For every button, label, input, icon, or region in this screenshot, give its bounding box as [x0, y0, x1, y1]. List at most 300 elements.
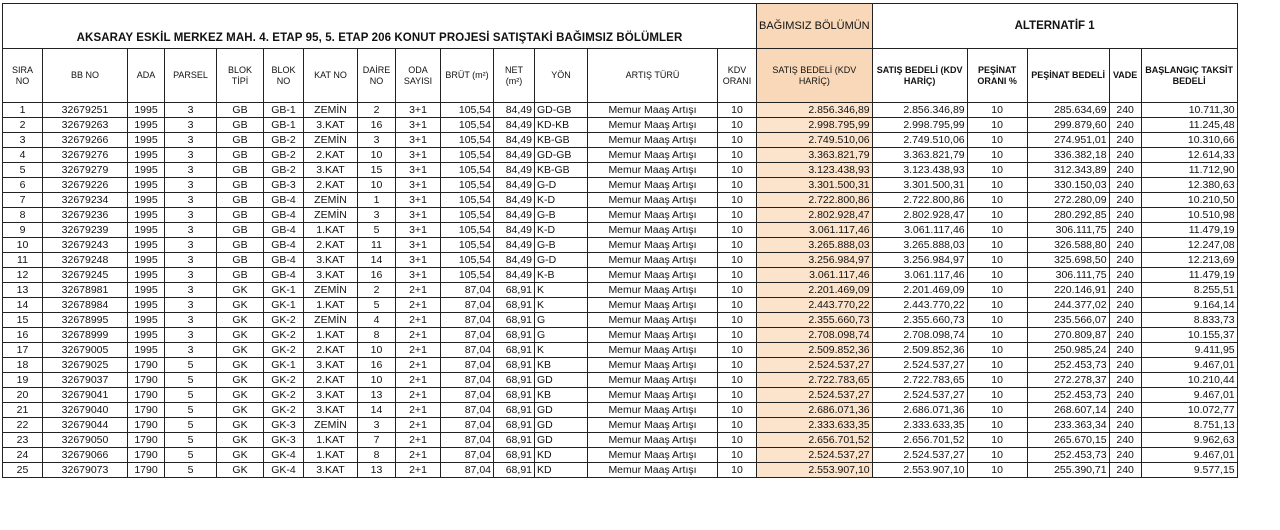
table-row	[3, 283, 1238, 298]
col-pesinat-bedeli: PEŞİNAT BEDELİ	[1027, 49, 1109, 103]
cell-kdv: 10	[718, 403, 757, 418]
cell-artis: Memur Maaş Artışı	[588, 343, 718, 358]
cell-blok-no: GK-2	[264, 373, 304, 388]
cell-daire-no: 10	[358, 343, 396, 358]
cell-kdv: 10	[718, 298, 757, 313]
cell-ada: 1995	[128, 103, 165, 118]
spreadsheet	[2, 3, 1238, 478]
cell-satis-alt: 2.656.701,52	[872, 433, 967, 448]
cell-net: 68,91	[494, 418, 535, 433]
cell-satis-bagimsiz: 3.061.117,46	[757, 223, 873, 238]
table-row	[3, 178, 1238, 193]
cell-ada: 1995	[128, 178, 165, 193]
cell-blok-no: GB-4	[264, 238, 304, 253]
cell-artis: Memur Maaş Artışı	[588, 253, 718, 268]
cell-kat-no: 1.KAT	[304, 433, 358, 448]
cell-oda: 2+1	[396, 328, 441, 343]
cell-artis: Memur Maaş Artışı	[588, 103, 718, 118]
cell-artis: Memur Maaş Artışı	[588, 298, 718, 313]
cell-bb: 32679044	[43, 418, 128, 433]
cell-satis-bagimsiz: 3.061.117,46	[757, 268, 873, 283]
cell-blok-tipi: GK	[217, 463, 264, 478]
cell-pesinat-bedeli: 306.111,75	[1027, 223, 1109, 238]
cell-blok-no: GB-2	[264, 148, 304, 163]
cell-satis-bagimsiz: 2.553.907,10	[757, 463, 873, 478]
col-yon: YÖN	[535, 49, 588, 103]
cell-satis-bagimsiz: 2.856.346,89	[757, 103, 873, 118]
cell-vade: 240	[1109, 208, 1141, 223]
cell-yon: K	[535, 343, 588, 358]
cell-satis-alt: 2.355.660,73	[872, 313, 967, 328]
cell-kat-no: ZEMİN	[304, 283, 358, 298]
cell-satis-alt: 3.123.438,93	[872, 163, 967, 178]
cell-yon: GD	[535, 433, 588, 448]
cell-satis-bagimsiz: 2.708.098,74	[757, 328, 873, 343]
table-row	[3, 358, 1238, 373]
table-row	[3, 418, 1238, 433]
cell-blok-no: GB-4	[264, 223, 304, 238]
col-blok-tipi: BLOK TİPİ	[217, 49, 264, 103]
cell-satis-alt: 3.265.888,03	[872, 238, 967, 253]
cell-daire-no: 13	[358, 388, 396, 403]
cell-brut: 105,54	[441, 268, 494, 283]
cell-kdv: 10	[718, 208, 757, 223]
cell-satis-alt: 2.333.633,35	[872, 418, 967, 433]
cell-kat-no: 2.KAT	[304, 373, 358, 388]
cell-pesinat-bedeli: 325.698,50	[1027, 253, 1109, 268]
cell-kdv: 10	[718, 388, 757, 403]
cell-brut: 105,54	[441, 223, 494, 238]
cell-blok-tipi: GB	[217, 253, 264, 268]
cell-ada: 1790	[128, 358, 165, 373]
cell-taksit: 8.255,51	[1141, 283, 1237, 298]
cell-kdv: 10	[718, 253, 757, 268]
cell-pesinat-orani: 10	[967, 193, 1027, 208]
cell-pesinat-bedeli: 285.634,69	[1027, 103, 1109, 118]
cell-daire-no: 8	[358, 448, 396, 463]
cell-net: 68,91	[494, 388, 535, 403]
cell-yon: KB	[535, 358, 588, 373]
cell-artis: Memur Maaş Artışı	[588, 148, 718, 163]
cell-oda: 2+1	[396, 463, 441, 478]
cell-kdv: 10	[718, 103, 757, 118]
cell-artis: Memur Maaş Artışı	[588, 448, 718, 463]
cell-ada: 1790	[128, 448, 165, 463]
cell-daire-no: 3	[358, 133, 396, 148]
cell-artis: Memur Maaş Artışı	[588, 118, 718, 133]
cell-blok-tipi: GK	[217, 433, 264, 448]
cell-oda: 3+1	[396, 208, 441, 223]
cell-brut: 87,04	[441, 343, 494, 358]
cell-taksit: 9.577,15	[1141, 463, 1237, 478]
cell-blok-no: GB-2	[264, 133, 304, 148]
cell-bb: 32678984	[43, 298, 128, 313]
col-sira: SIRA NO	[3, 49, 43, 103]
cell-satis-bagimsiz: 2.524.537,27	[757, 358, 873, 373]
cell-pesinat-orani: 10	[967, 238, 1027, 253]
cell-artis: Memur Maaş Artışı	[588, 463, 718, 478]
cell-satis-bagimsiz: 2.749.510,06	[757, 133, 873, 148]
cell-taksit: 9.467,01	[1141, 448, 1237, 463]
cell-satis-alt: 2.443.770,22	[872, 298, 967, 313]
cell-sira: 19	[3, 373, 43, 388]
cell-net: 68,91	[494, 448, 535, 463]
cell-pesinat-orani: 10	[967, 298, 1027, 313]
cell-oda: 3+1	[396, 148, 441, 163]
cell-daire-no: 16	[358, 118, 396, 133]
cell-pesinat-bedeli: 233.363,34	[1027, 418, 1109, 433]
cell-parsel: 3	[165, 103, 217, 118]
cell-net: 84,49	[494, 103, 535, 118]
col-satis-bagimsiz: SATIŞ BEDELİ (KDV HARİÇ)	[757, 49, 873, 103]
cell-vade: 240	[1109, 328, 1141, 343]
cell-vade: 240	[1109, 418, 1141, 433]
cell-parsel: 3	[165, 253, 217, 268]
cell-pesinat-orani: 10	[967, 463, 1027, 478]
cell-pesinat-bedeli: 299.879,60	[1027, 118, 1109, 133]
cell-brut: 87,04	[441, 433, 494, 448]
cell-sira: 4	[3, 148, 43, 163]
cell-kdv: 10	[718, 433, 757, 448]
col-parsel: PARSEL	[165, 49, 217, 103]
cell-bb: 32679025	[43, 358, 128, 373]
bagimsiz-bolumun-header: BAĞIMSIZ BÖLÜMÜN	[757, 4, 873, 49]
table-row	[3, 268, 1238, 283]
cell-net: 84,49	[494, 193, 535, 208]
cell-net: 84,49	[494, 163, 535, 178]
cell-vade: 240	[1109, 313, 1141, 328]
cell-net: 84,49	[494, 133, 535, 148]
cell-parsel: 5	[165, 463, 217, 478]
cell-parsel: 5	[165, 403, 217, 418]
table-row	[3, 343, 1238, 358]
cell-taksit: 10.711,30	[1141, 103, 1237, 118]
cell-vade: 240	[1109, 223, 1141, 238]
cell-net: 84,49	[494, 223, 535, 238]
cell-bb: 32678995	[43, 313, 128, 328]
cell-oda: 2+1	[396, 388, 441, 403]
cell-brut: 87,04	[441, 283, 494, 298]
cell-sira: 2	[3, 118, 43, 133]
cell-oda: 3+1	[396, 268, 441, 283]
cell-kdv: 10	[718, 358, 757, 373]
col-net: NET (m²)	[494, 49, 535, 103]
cell-satis-bagimsiz: 3.363.821,79	[757, 148, 873, 163]
cell-bb: 32679226	[43, 178, 128, 193]
cell-pesinat-orani: 10	[967, 418, 1027, 433]
cell-satis-alt: 2.722.800,86	[872, 193, 967, 208]
table-row	[3, 388, 1238, 403]
cell-kdv: 10	[718, 373, 757, 388]
cell-vade: 240	[1109, 178, 1141, 193]
cell-satis-bagimsiz: 2.998.795,99	[757, 118, 873, 133]
cell-daire-no: 13	[358, 463, 396, 478]
cell-sira: 20	[3, 388, 43, 403]
cell-blok-tipi: GK	[217, 298, 264, 313]
cell-kat-no: 2.KAT	[304, 178, 358, 193]
cell-sira: 11	[3, 253, 43, 268]
cell-blok-tipi: GB	[217, 163, 264, 178]
cell-sira: 16	[3, 328, 43, 343]
cell-ada: 1995	[128, 313, 165, 328]
cell-daire-no: 14	[358, 403, 396, 418]
cell-parsel: 3	[165, 208, 217, 223]
cell-ada: 1790	[128, 463, 165, 478]
table-row	[3, 373, 1238, 388]
cell-kat-no: 2.KAT	[304, 148, 358, 163]
cell-ada: 1995	[128, 163, 165, 178]
cell-kdv: 10	[718, 463, 757, 478]
cell-sira: 23	[3, 433, 43, 448]
cell-blok-tipi: GB	[217, 223, 264, 238]
cell-brut: 87,04	[441, 358, 494, 373]
cell-kat-no: 3.KAT	[304, 268, 358, 283]
cell-vade: 240	[1109, 133, 1141, 148]
cell-bb: 32679279	[43, 163, 128, 178]
cell-artis: Memur Maaş Artışı	[588, 238, 718, 253]
cell-blok-no: GK-2	[264, 403, 304, 418]
cell-yon: G-B	[535, 208, 588, 223]
cell-satis-alt: 2.998.795,99	[872, 118, 967, 133]
cell-artis: Memur Maaş Artışı	[588, 433, 718, 448]
cell-artis: Memur Maaş Artışı	[588, 283, 718, 298]
cell-yon: K-D	[535, 193, 588, 208]
cell-pesinat-orani: 10	[967, 133, 1027, 148]
cell-taksit: 10.155,37	[1141, 328, 1237, 343]
cell-ada: 1790	[128, 418, 165, 433]
cell-artis: Memur Maaş Artışı	[588, 388, 718, 403]
cell-ada: 1995	[128, 238, 165, 253]
cell-brut: 105,54	[441, 133, 494, 148]
cell-ada: 1995	[128, 268, 165, 283]
cell-blok-tipi: GK	[217, 328, 264, 343]
table-row	[3, 193, 1238, 208]
cell-yon: K-D	[535, 223, 588, 238]
cell-parsel: 3	[165, 133, 217, 148]
cell-bb: 32679276	[43, 148, 128, 163]
cell-brut: 87,04	[441, 418, 494, 433]
cell-bb: 32679243	[43, 238, 128, 253]
cell-vade: 240	[1109, 358, 1141, 373]
cell-blok-tipi: GK	[217, 343, 264, 358]
cell-parsel: 5	[165, 448, 217, 463]
cell-pesinat-orani: 10	[967, 178, 1027, 193]
cell-kat-no: 2.KAT	[304, 343, 358, 358]
cell-blok-tipi: GK	[217, 283, 264, 298]
cell-taksit: 11.712,90	[1141, 163, 1237, 178]
cell-vade: 240	[1109, 238, 1141, 253]
cell-taksit: 10.210,50	[1141, 193, 1237, 208]
cell-ada: 1995	[128, 283, 165, 298]
cell-pesinat-bedeli: 270.809,87	[1027, 328, 1109, 343]
cell-parsel: 3	[165, 163, 217, 178]
cell-ada: 1995	[128, 148, 165, 163]
table-title: AKSARAY ESKİL MERKEZ MAH. 4. ETAP 95, 5. ETAP 206 KONUT PROJESİ SATIŞTAKİ BAĞIMSIZ BÖLÜMLER	[3, 4, 757, 49]
cell-ada: 1790	[128, 433, 165, 448]
cell-satis-alt: 2.722.783,65	[872, 373, 967, 388]
col-vade: VADE	[1109, 49, 1141, 103]
cell-net: 84,49	[494, 118, 535, 133]
cell-kat-no: 2.KAT	[304, 238, 358, 253]
cell-pesinat-orani: 10	[967, 448, 1027, 463]
cell-pesinat-bedeli: 220.146,91	[1027, 283, 1109, 298]
cell-satis-bagimsiz: 3.265.888,03	[757, 238, 873, 253]
cell-bb: 32678999	[43, 328, 128, 343]
cell-blok-tipi: GB	[217, 148, 264, 163]
cell-bb: 32679239	[43, 223, 128, 238]
cell-pesinat-bedeli: 265.670,15	[1027, 433, 1109, 448]
cell-ada: 1790	[128, 403, 165, 418]
cell-blok-tipi: GK	[217, 418, 264, 433]
cell-parsel: 3	[165, 118, 217, 133]
col-satis-alt: SATIŞ BEDELİ (KDV HARİÇ)	[872, 49, 967, 103]
cell-taksit: 12.380,63	[1141, 178, 1237, 193]
cell-sira: 6	[3, 178, 43, 193]
col-blok-no: BLOK NO	[264, 49, 304, 103]
cell-blok-tipi: GK	[217, 313, 264, 328]
cell-vade: 240	[1109, 148, 1141, 163]
cell-kdv: 10	[718, 343, 757, 358]
cell-pesinat-bedeli: 330.150,03	[1027, 178, 1109, 193]
cell-sira: 22	[3, 418, 43, 433]
cell-kdv: 10	[718, 193, 757, 208]
cell-sira: 12	[3, 268, 43, 283]
cell-kdv: 10	[718, 163, 757, 178]
cell-pesinat-orani: 10	[967, 253, 1027, 268]
cell-kat-no: 1.KAT	[304, 223, 358, 238]
cell-net: 84,49	[494, 253, 535, 268]
cell-satis-alt: 2.802.928,47	[872, 208, 967, 223]
cell-bb: 32679266	[43, 133, 128, 148]
cell-satis-alt: 3.301.500,31	[872, 178, 967, 193]
cell-artis: Memur Maaş Artışı	[588, 418, 718, 433]
cell-yon: KD	[535, 463, 588, 478]
cell-bb: 32679066	[43, 448, 128, 463]
cell-taksit: 9.411,95	[1141, 343, 1237, 358]
cell-bb: 32679050	[43, 433, 128, 448]
cell-ada: 1995	[128, 343, 165, 358]
cell-vade: 240	[1109, 163, 1141, 178]
cell-satis-bagimsiz: 2.722.800,86	[757, 193, 873, 208]
cell-taksit: 11.479,19	[1141, 223, 1237, 238]
table-row	[3, 328, 1238, 343]
cell-brut: 87,04	[441, 298, 494, 313]
cell-parsel: 3	[165, 343, 217, 358]
cell-sira: 3	[3, 133, 43, 148]
cell-daire-no: 2	[358, 103, 396, 118]
cell-daire-no: 10	[358, 148, 396, 163]
cell-yon: G	[535, 313, 588, 328]
cell-brut: 87,04	[441, 313, 494, 328]
cell-pesinat-orani: 10	[967, 388, 1027, 403]
cell-blok-tipi: GB	[217, 268, 264, 283]
cell-daire-no: 11	[358, 238, 396, 253]
cell-ada: 1995	[128, 133, 165, 148]
cell-daire-no: 5	[358, 298, 396, 313]
cell-oda: 3+1	[396, 103, 441, 118]
cell-parsel: 3	[165, 193, 217, 208]
cell-kdv: 10	[718, 283, 757, 298]
table-row	[3, 163, 1238, 178]
cell-parsel: 5	[165, 358, 217, 373]
cell-parsel: 3	[165, 178, 217, 193]
cell-ada: 1995	[128, 208, 165, 223]
cell-pesinat-bedeli: 306.111,75	[1027, 268, 1109, 283]
cell-blok-tipi: GB	[217, 133, 264, 148]
cell-kat-no: ZEMİN	[304, 193, 358, 208]
cell-satis-bagimsiz: 2.355.660,73	[757, 313, 873, 328]
cell-bb: 32679037	[43, 373, 128, 388]
cell-net: 68,91	[494, 433, 535, 448]
col-ada: ADA	[128, 49, 165, 103]
cell-kat-no: ZEMİN	[304, 313, 358, 328]
cell-blok-no: GB-4	[264, 208, 304, 223]
cell-vade: 240	[1109, 388, 1141, 403]
cell-taksit: 11.245,48	[1141, 118, 1237, 133]
cell-bb: 32679040	[43, 403, 128, 418]
cell-kdv: 10	[718, 223, 757, 238]
cell-artis: Memur Maaş Artışı	[588, 133, 718, 148]
cell-pesinat-orani: 10	[967, 148, 1027, 163]
column-headers	[3, 49, 1238, 103]
cell-oda: 2+1	[396, 433, 441, 448]
cell-pesinat-bedeli: 326.588,80	[1027, 238, 1109, 253]
cell-taksit: 9.962,63	[1141, 433, 1237, 448]
cell-daire-no: 4	[358, 313, 396, 328]
table-row	[3, 103, 1238, 118]
cell-blok-no: GK-1	[264, 358, 304, 373]
cell-parsel: 3	[165, 268, 217, 283]
cell-parsel: 3	[165, 283, 217, 298]
cell-blok-no: GB-3	[264, 178, 304, 193]
cell-parsel: 3	[165, 223, 217, 238]
cell-brut: 105,54	[441, 238, 494, 253]
cell-daire-no: 7	[358, 433, 396, 448]
cell-blok-no: GK-2	[264, 388, 304, 403]
cell-bb: 32679263	[43, 118, 128, 133]
cell-satis-bagimsiz: 3.301.500,31	[757, 178, 873, 193]
cell-blok-no: GK-4	[264, 448, 304, 463]
cell-kdv: 10	[718, 313, 757, 328]
cell-oda: 3+1	[396, 193, 441, 208]
cell-pesinat-orani: 10	[967, 208, 1027, 223]
cell-ada: 1995	[128, 253, 165, 268]
col-daire-no: DAİRE NO	[358, 49, 396, 103]
cell-artis: Memur Maaş Artışı	[588, 208, 718, 223]
cell-pesinat-orani: 10	[967, 283, 1027, 298]
col-kdv: KDV ORANI	[718, 49, 757, 103]
cell-yon: GD-GB	[535, 103, 588, 118]
cell-satis-bagimsiz: 2.802.928,47	[757, 208, 873, 223]
cell-net: 68,91	[494, 283, 535, 298]
cell-pesinat-orani: 10	[967, 313, 1027, 328]
cell-pesinat-bedeli: 272.278,37	[1027, 373, 1109, 388]
cell-blok-no: GK-4	[264, 463, 304, 478]
cell-satis-alt: 2.524.537,27	[872, 388, 967, 403]
cell-kat-no: 1.KAT	[304, 298, 358, 313]
cell-yon: K	[535, 283, 588, 298]
cell-brut: 105,54	[441, 253, 494, 268]
cell-ada: 1995	[128, 328, 165, 343]
cell-ada: 1995	[128, 118, 165, 133]
cell-taksit: 9.467,01	[1141, 388, 1237, 403]
col-oda: ODA SAYISI	[396, 49, 441, 103]
cell-pesinat-bedeli: 268.607,14	[1027, 403, 1109, 418]
cell-satis-alt: 2.686.071,36	[872, 403, 967, 418]
cell-satis-alt: 3.363.821,79	[872, 148, 967, 163]
cell-parsel: 5	[165, 418, 217, 433]
cell-blok-tipi: GK	[217, 358, 264, 373]
